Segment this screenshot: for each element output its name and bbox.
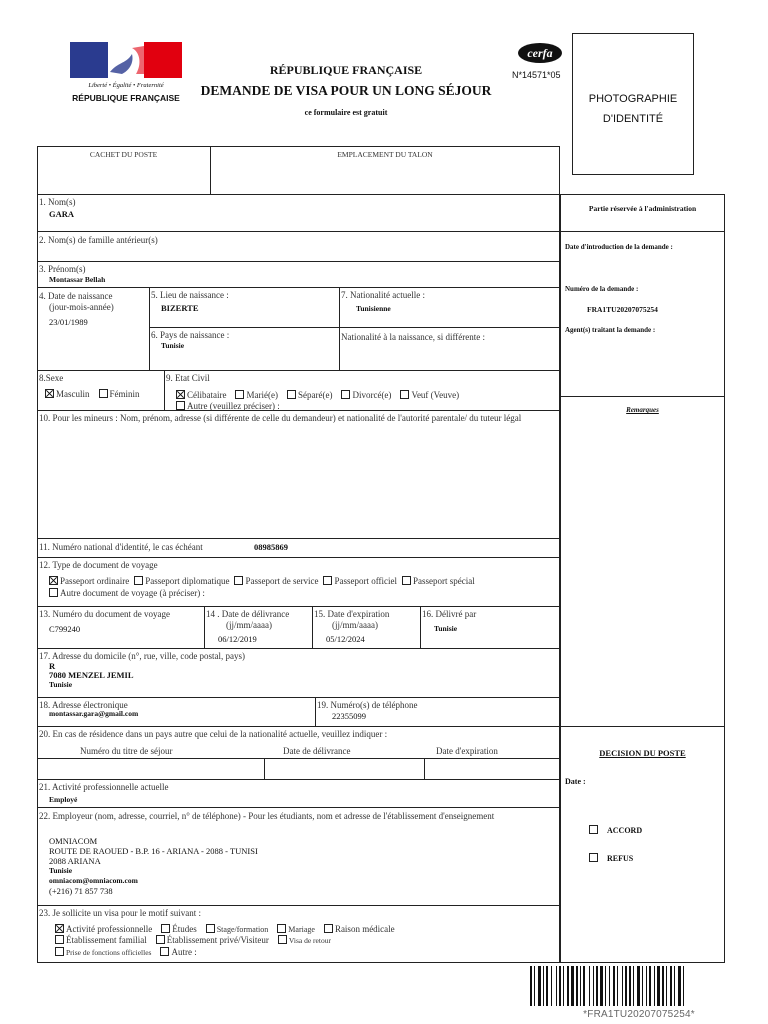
field-22-line4[interactable]: Tunisie: [49, 866, 73, 875]
passeport-diplomatique-label: Passeport diplomatique: [145, 576, 230, 586]
feminin-label: Féminin: [109, 389, 140, 399]
field-20-col3: Date d'expiration: [436, 746, 498, 756]
passeport-special-checkbox[interactable]: [402, 576, 411, 585]
motif-familial-label: Établissement familial: [66, 935, 147, 945]
veuf-checkbox[interactable]: [400, 390, 409, 399]
separe-label: Séparé(e): [297, 390, 333, 400]
field-11-label: 11. Numéro national d'identité, le cas échéant: [39, 542, 203, 552]
motif-stage-label: Stage/formation: [216, 925, 269, 934]
field-21-label: 21. Activité professionnelle actuelle: [39, 782, 169, 792]
field-8-label: 8.Sexe: [39, 373, 64, 383]
motif-mariage-label: Mariage: [288, 925, 315, 934]
autre-document-label: Autre document de voyage (à préciser) :: [60, 588, 205, 598]
field-13-value[interactable]: C799240: [49, 624, 81, 634]
field-19-value[interactable]: 22355099: [332, 711, 366, 721]
field-12-label: 12. Type de document de voyage: [39, 560, 158, 570]
separe-checkbox[interactable]: [287, 390, 296, 399]
emplacement-label: EMPLACEMENT DU TALON: [337, 150, 433, 159]
field-16-label: 16. Délivré par: [422, 609, 477, 619]
marie-label: Marié(e): [246, 390, 278, 400]
admin-decision: DECISION DU POSTE: [599, 748, 686, 758]
admin-numero-label: Numéro de la demande :: [565, 285, 639, 293]
motif-retour-label: Visa de retour: [288, 936, 331, 945]
field-3-value[interactable]: Montassar Bellah: [49, 275, 106, 284]
admin-numero-value[interactable]: FRA1TU20207075254: [587, 305, 658, 314]
passeport-officiel-label: Passeport officiel: [334, 576, 398, 586]
motif-fonctions-label: Prise de fonctions officielles: [66, 948, 152, 957]
passeport-service-checkbox[interactable]: [234, 576, 243, 585]
republique-logo: [70, 42, 182, 106]
field-17-label: 17. Adresse du domicile (n°, rue, ville, code postal, pays): [39, 651, 246, 661]
field-14-format: (jj/mm/aaaa): [226, 620, 272, 630]
admin-title: Partie réservée à l'administration: [588, 204, 697, 213]
field-2-label: 2. Nom(s) de famille antérieur(s): [39, 235, 158, 245]
motif-retour-checkbox[interactable]: [278, 935, 287, 944]
admin-agent: Agent(s) traitant la demande :: [565, 326, 656, 334]
form-subtitle: ce formulaire est gratuit: [304, 108, 388, 117]
accord-checkbox[interactable]: [589, 825, 598, 834]
masculin-label: Masculin: [56, 389, 90, 399]
cerfa-logo: [518, 43, 562, 63]
field-3-label: 3. Prénom(s): [39, 264, 86, 274]
form-title: DEMANDE DE VISA POUR UN LONG SÉJOUR: [200, 83, 492, 98]
divorce-checkbox[interactable]: [341, 390, 350, 399]
field-18-value[interactable]: montassar.gara@gmail.com: [49, 709, 139, 718]
field-7-value[interactable]: Tunisienne: [356, 304, 391, 313]
field-22-line1[interactable]: OMNIACOM: [49, 836, 98, 846]
refus-checkbox[interactable]: [589, 853, 598, 862]
field-9-label: 9. Etat Civil: [166, 373, 210, 383]
field-21-value[interactable]: Employé: [49, 795, 78, 804]
field-22-line5[interactable]: omniacom@omniacom.com: [49, 876, 138, 885]
field-16-value[interactable]: Tunisie: [434, 624, 458, 633]
motif-prive-label: Établissement privé/Visiteur: [166, 935, 269, 945]
celibataire-label: Célibataire: [187, 390, 227, 400]
field-20-label: 20. En cas de résidence dans un pays autre que celui de la nationalité actuelle, veuillez indiquer :: [39, 729, 388, 739]
form-number: N*14571*05: [512, 70, 561, 80]
field-13-label: 13. Numéro du document de voyage: [39, 609, 170, 619]
field-4-label: 4. Date de naissance: [39, 291, 113, 301]
motif-medicale-label: Raison médicale: [334, 924, 395, 934]
admin-remarques: Remarques: [626, 406, 659, 414]
field-15-label: 15. Date d'expiration: [314, 609, 390, 619]
field-10-label: 10. Pour les mineurs : Nom, prénom, adresse (si différente de celle du demandeur) et nationalité de l'autorité parentale/ du tuteur légal: [39, 413, 522, 423]
field-18-label: 18. Adresse électronique: [39, 700, 128, 710]
field-22-line2[interactable]: ROUTE DE RAOUED - B.P. 16 - ARIANA - 2088 - TUNISI: [49, 846, 258, 856]
republic-heading: RÉPUBLIQUE FRANÇAISE: [269, 63, 423, 77]
field-23-label: 23. Je sollicite un visa pour le motif suivant :: [39, 908, 201, 918]
field-1-value[interactable]: GARA: [49, 209, 75, 219]
field-7-label: 7. Nationalité actuelle :: [341, 290, 425, 300]
marianne-flag-icon: [70, 42, 182, 78]
photo-label-2: D'IDENTITÉ: [602, 113, 664, 125]
field-17-line1[interactable]: R: [49, 661, 56, 671]
field-15-value[interactable]: 05/12/2024: [326, 634, 365, 644]
field-4-label-format: (jour-mois-année): [49, 302, 114, 312]
field-22-line6[interactable]: (+216) 71 857 738: [49, 886, 113, 896]
photo-label-1: PHOTOGRAPHIE: [588, 93, 678, 105]
motif-etudes-label: Études: [172, 924, 197, 934]
accord-label: ACCORD: [607, 826, 643, 835]
logo-name: RÉPUBLIQUE FRANÇAISE: [72, 93, 180, 103]
autre-etat-label: Autre (veuillez préciser) :: [187, 401, 280, 411]
passeport-ordinaire-label: Passeport ordinaire: [60, 576, 130, 586]
field-17-line2[interactable]: 7080 MENZEL JEMIL: [49, 670, 134, 680]
field-14-value[interactable]: 06/12/2019: [218, 634, 257, 644]
veuf-label: Veuf (Veuve): [411, 390, 460, 400]
field-20-col1: Numéro du titre de séjour: [80, 746, 173, 756]
field-6-label: 6. Pays de naissance :: [151, 330, 230, 340]
admin-date-intro: Date d'introduction de la demande :: [565, 243, 673, 251]
cerfa-text: cerfa: [527, 46, 553, 60]
field-14-label: 14 . Date de délivrance: [206, 609, 290, 619]
admin-date: Date :: [565, 777, 586, 786]
field-20-col2: Date de délivrance: [283, 746, 351, 756]
field-19-label: 19. Numéro(s) de téléphone: [317, 700, 418, 710]
cachet-label: CACHET DU POSTE: [89, 150, 158, 159]
barcode-text: *FRA1TU20207075254*: [583, 1009, 695, 1020]
passeport-special-label: Passeport spécial: [413, 576, 475, 586]
field-5-value[interactable]: BIZERTE: [161, 303, 199, 313]
masculin-checkbox[interactable]: [45, 389, 54, 398]
field-11-value[interactable]: 08985869: [254, 542, 288, 552]
passeport-service-label: Passeport de service: [245, 576, 319, 586]
field-7b-label: Nationalité à la naissance, si différente :: [341, 332, 486, 342]
feminin-checkbox[interactable]: [99, 389, 108, 398]
motif-autre-label: Autre :: [171, 947, 197, 957]
motif-autre-checkbox[interactable]: [160, 947, 169, 956]
divorce-label: Divorcé(e): [352, 390, 392, 400]
autre-etat-checkbox[interactable]: [176, 401, 185, 410]
field-22-line3[interactable]: 2088 ARIANA: [49, 856, 101, 866]
field-17-line3[interactable]: Tunisie: [49, 680, 73, 689]
field-15-format: (jj/mm/aaaa): [332, 620, 378, 630]
field-1-label: 1. Nom(s): [39, 197, 76, 207]
form-frame: [37, 146, 560, 963]
field-5-label: 5. Lieu de naissance :: [151, 290, 229, 300]
field-4-value[interactable]: 23/01/1989: [49, 317, 88, 327]
motif-fonctions-checkbox[interactable]: [55, 947, 64, 956]
field-22-label: 22. Employeur (nom, adresse, courriel, n° de téléphone) - Pour les étudiants, nom et adresse de l'établissement d'enseignement: [39, 811, 495, 821]
motif-activite-label: Activité professionnelle: [66, 924, 153, 934]
logo-motto: Liberté • Égalité • Fraternité: [88, 82, 164, 89]
passeport-officiel-checkbox[interactable]: [323, 576, 332, 585]
autre-document-checkbox[interactable]: [49, 588, 58, 597]
field-6-value[interactable]: Tunisie: [161, 341, 185, 350]
refus-label: REFUS: [607, 854, 634, 863]
